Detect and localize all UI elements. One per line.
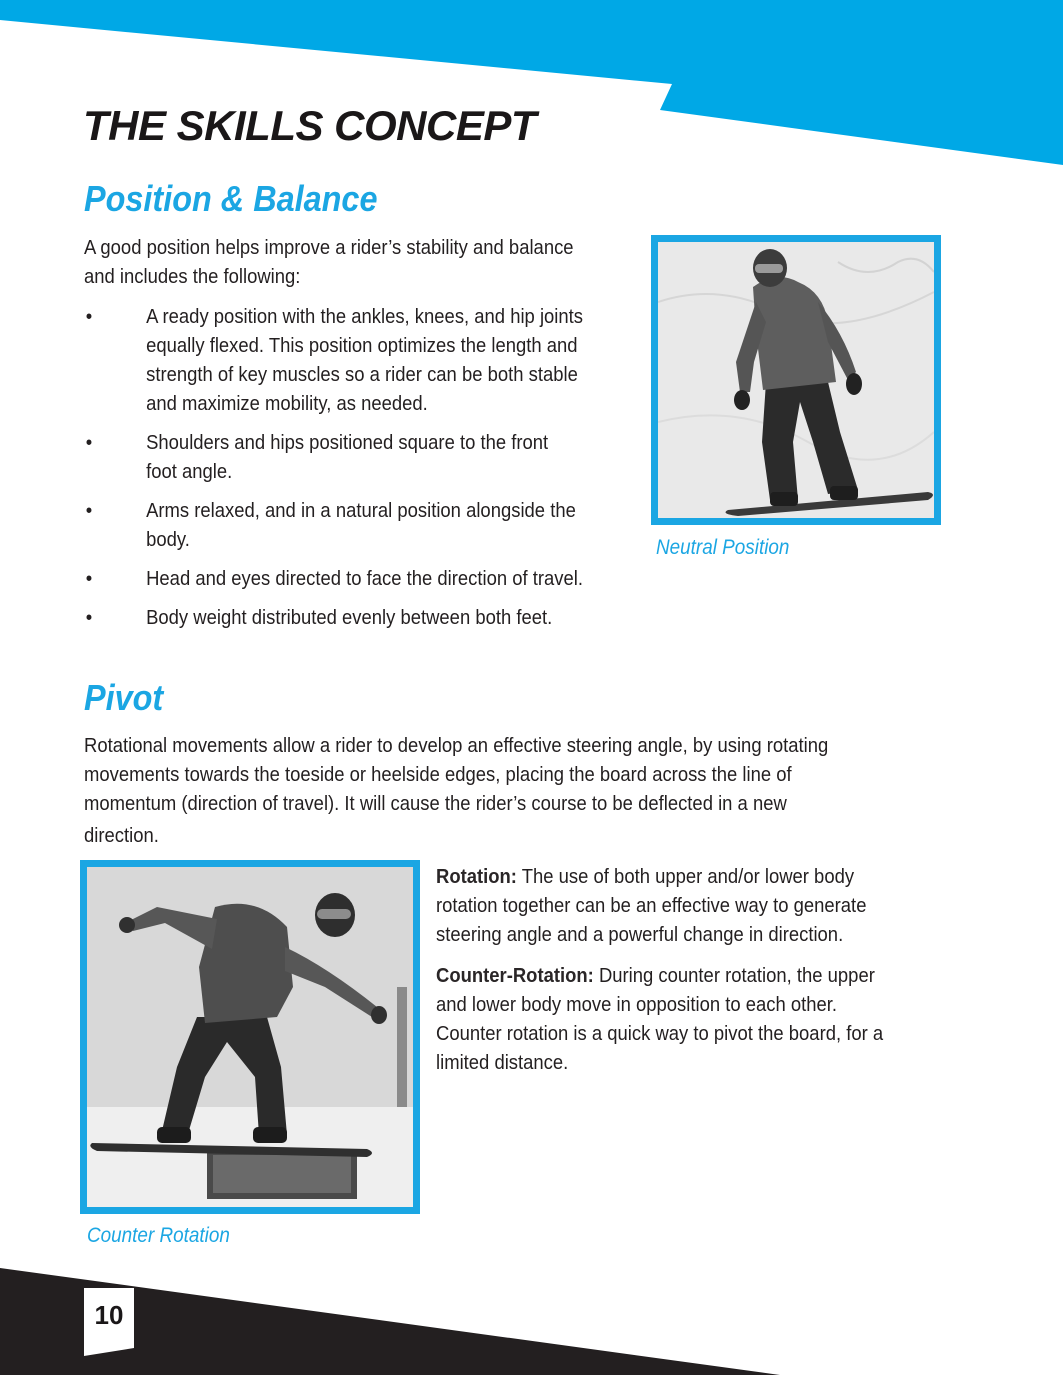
- bullet-line: and maximize mobility, as needed.: [146, 392, 428, 415]
- pivot-intro-line: Rotational movements allow a rider to develop an effective steering angle, by using rotating: [84, 734, 829, 757]
- counter-line: Counter rotation is a quick way to pivot the board, for a: [436, 1022, 884, 1045]
- counter-text: During counter rotation, the upper: [593, 964, 875, 987]
- pivot-intro: [84, 731, 984, 850]
- position-balance-intro: [84, 233, 642, 291]
- bullet-line: Arms relaxed, and in a natural position alongside the: [146, 499, 576, 522]
- position-balance-heading: Position & Balance: [84, 178, 378, 219]
- bullet-item: [84, 603, 633, 632]
- intro-line: and includes the following:: [84, 265, 301, 288]
- bullet-line: equally flexed. This position optimizes the length and: [146, 334, 578, 357]
- position-bullet-list: [84, 302, 633, 642]
- bullet-line: Shoulders and hips positioned square to the front: [146, 431, 549, 454]
- neutral-position-photo: [651, 235, 941, 525]
- snowboarder-neutral-image: [658, 242, 934, 518]
- intro-line: A good position helps improve a rider’s stability and balance: [84, 236, 574, 259]
- bullet-icon: •: [85, 499, 93, 522]
- bullet-line: A ready position with the ankles, knees, and hip joints: [146, 305, 584, 328]
- snowboarder-counter-rotation-image: [87, 867, 413, 1207]
- counter-rotation-paragraph: [436, 961, 940, 1077]
- bullet-icon: •: [85, 431, 93, 454]
- rotation-term: Rotation:: [436, 865, 517, 888]
- pivot-intro-line: momentum (direction of travel). It will cause the rider’s course to be deflected in a new: [84, 792, 787, 815]
- pivot-heading: Pivot: [84, 677, 164, 718]
- pivot-intro-line: direction.: [84, 824, 159, 847]
- counter-rotation-caption: Counter Rotation: [87, 1224, 230, 1247]
- bullet-icon: •: [85, 567, 93, 590]
- bullet-line: strength of key muscles so a rider can be both stable: [146, 363, 578, 386]
- rotation-paragraph: [436, 862, 940, 949]
- page-number: 10: [94, 1300, 124, 1330]
- bullet-item: [84, 564, 633, 593]
- counter-line: limited distance.: [436, 1051, 569, 1074]
- bullet-line: Body weight distributed evenly between both feet.: [146, 606, 553, 629]
- bullet-line: body.: [146, 528, 190, 551]
- bullet-item: [84, 496, 633, 554]
- rotation-line: [436, 862, 940, 891]
- counter-rotation-term: Counter-Rotation:: [436, 964, 594, 987]
- rotation-line: rotation together can be an effective way to generate: [436, 894, 867, 917]
- bullet-item: [84, 428, 633, 486]
- rotation-text: The use of both upper and/or lower body: [516, 865, 855, 888]
- page-number-tab: [84, 1288, 134, 1356]
- bullet-line: foot angle.: [146, 460, 233, 483]
- bullet-icon: •: [85, 606, 93, 629]
- bullet-item: [84, 302, 633, 418]
- bullet-icon: •: [85, 305, 93, 328]
- neutral-position-caption: Neutral Position: [656, 536, 790, 559]
- page-title: THE SKILLS CONCEPT: [83, 102, 537, 149]
- bullet-line: Head and eyes directed to face the direction of travel.: [146, 567, 584, 590]
- counter-rotation-photo: [80, 860, 420, 1214]
- counter-line: [436, 961, 940, 990]
- counter-line: and lower body move in opposition to each other.: [436, 993, 838, 1016]
- rotation-line: steering angle and a powerful change in direction.: [436, 923, 844, 946]
- pivot-intro-line: movements towards the toeside or heelside edges, placing the board across the line of: [84, 763, 792, 786]
